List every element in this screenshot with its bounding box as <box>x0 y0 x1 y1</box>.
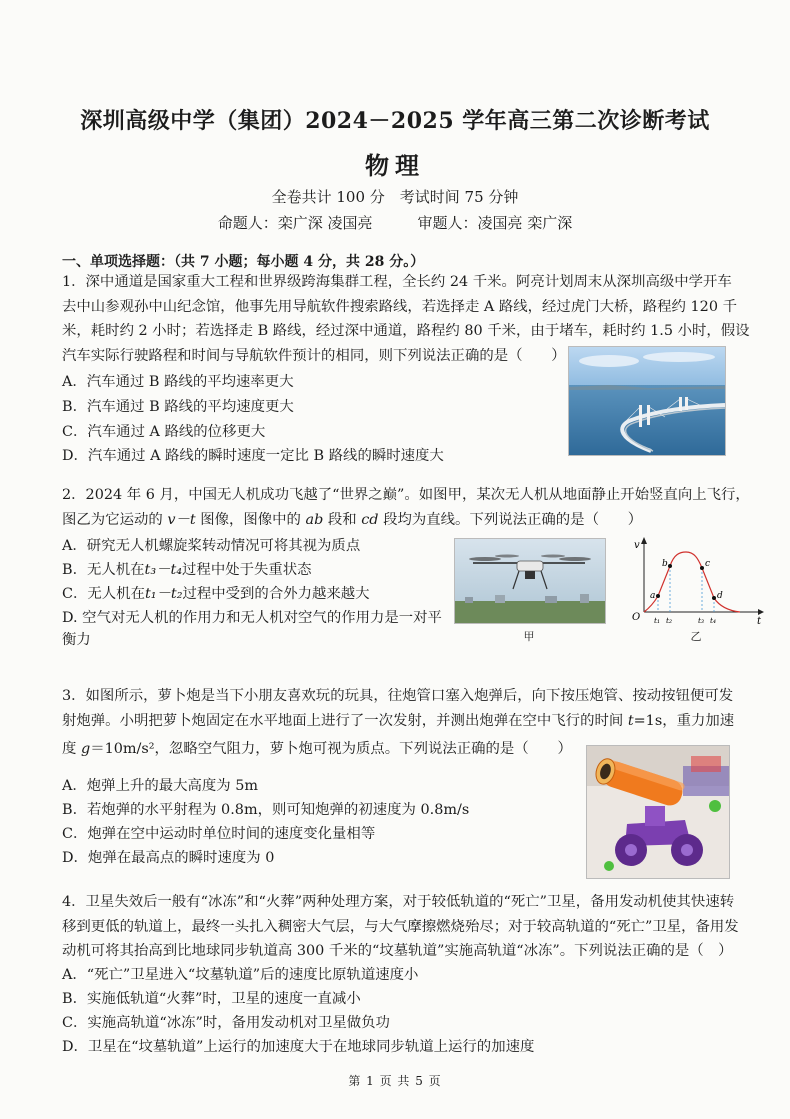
point-d <box>712 596 716 600</box>
section-heading: 一、单项选择题：（共 7 小题；每小题 4 分，共 28 分。） <box>62 254 425 270</box>
origin-label: O <box>632 612 641 623</box>
figure-caption-jia: 甲 <box>523 630 535 643</box>
q2-text: 图像，图像中的 <box>195 511 306 528</box>
question-2-option-d-cont: 衡力 <box>62 632 91 648</box>
q2-c-math: t₁－t₂ <box>144 586 183 602</box>
question-4-line: 动机可将其抬高到比地球同步轨道高 300 千米的“坟墓轨道”实施高轨道“冰冻”。下列说法正确的是（ ） <box>62 943 733 959</box>
q2-text: 段均为直线。下列说法正确的是（ ） <box>378 511 643 528</box>
question-3-option-c: C．炮弹在空中运动时单位时间的速度变化量相等 <box>62 826 376 842</box>
question-1-option-a: A．汽车通过 B 路线的平均速率更大 <box>62 374 294 390</box>
question-4-option-b: B．实施低轨道“火葬”时，卫星的速度一直减小 <box>62 991 361 1007</box>
subject-title: 物理 <box>365 151 425 180</box>
drone-photo <box>454 538 606 624</box>
question-1-line: 去中山参观孙中山纪念馆，他事先用导航软件搜索路线，若选择走 A 路线，经过虎门大桥，路程约 120 千 <box>62 298 737 315</box>
toy-cannon-photo <box>586 745 730 879</box>
question-3-option-d: D．炮弹在最高点的瞬时速度为 0 <box>62 850 275 866</box>
q2-text: 段和 <box>323 511 362 528</box>
question-3-line: 3．如图所示，萝卜炮是当下小朋友喜欢玩的玩具，往炮管口塞入炮弹后，向下按压炮管、按动按钮便可发 <box>62 688 734 704</box>
drone-illustration <box>455 539 605 623</box>
point-a <box>656 594 660 598</box>
q3-text: ＝10m/s²，忽略空气阻力，萝卜炮可视为质点。下列说法正确的是（ ） <box>90 741 572 757</box>
exam-authors: 命题人：栾广深 凌国亮 审题人：凌国亮 栾广深 <box>217 214 573 232</box>
question-2-line: 2．2024 年 6 月，中国无人机成功飞越了“世界之巅”。如图甲，某次无人机从地面静止开始竖直向上飞行， <box>62 487 750 503</box>
t-label: t <box>757 616 762 627</box>
question-3-line <box>62 737 572 762</box>
figure-caption-yi: 乙 <box>690 630 702 643</box>
question-1-option-b: B．汽车通过 B 路线的平均速度更大 <box>62 399 294 415</box>
q2-c-text: C．无人机在 <box>62 586 145 602</box>
exam-title: 深圳高级中学（集团）2024－2025 学年高三第二次诊断考试 <box>80 108 710 134</box>
q3-g-symbol: g <box>80 741 91 757</box>
c-label: c <box>705 559 711 569</box>
vt-graph <box>628 536 764 628</box>
q2-c-text: 过程中受到的合外力越来越大 <box>182 586 370 602</box>
vt-curve <box>644 552 740 612</box>
question-4-option-c: C．实施高轨道“冰冻”时，备用发动机对卫星做负功 <box>62 1015 390 1031</box>
question-1-option-d: D．汽车通过 A 路线的瞬时速度一定比 B 路线的瞬时速度大 <box>62 448 444 464</box>
a-label: a <box>650 591 656 601</box>
question-4-line: 4．卫星失效后一般有“冰冻”和“火葬”两种处理方案，对于较低轨道的“死亡”卫星，备用发动机使其快速转 <box>62 894 735 910</box>
q3-text: =1s，重力加速 <box>633 712 735 729</box>
q2-b-math: t₃－t₄ <box>144 562 183 578</box>
bridge-illustration <box>569 347 725 455</box>
q2-vt-symbol: v－t <box>167 511 196 528</box>
exam-info: 全卷共计 100 分 考试时间 75 分钟 <box>271 188 519 206</box>
question-4-stem <box>62 890 739 964</box>
question-2-option-c <box>62 582 370 603</box>
question-2-stem <box>62 483 750 532</box>
question-2-line <box>62 508 750 533</box>
question-1-line: 汽车实际行驶路程和时间与导航软件预计的相同，则下列说法正确的是（ ） <box>62 347 566 364</box>
question-2-option-d: D. 空气对无人机的作用力和无人机对空气的作用力是一对平 <box>62 610 442 626</box>
point-b <box>668 564 672 568</box>
question-1-line: 1．深中通道是国家重大工程和世界级跨海集群工程，全长约 24 千米。阿亮计划周末从深圳高级中学开车 <box>62 274 732 290</box>
q3-t-symbol: t <box>627 712 634 729</box>
q2-b-text: 过程中处于失重状态 <box>182 562 312 578</box>
q3-text: 度 <box>62 741 81 757</box>
page-number: 第 1 页 共 5 页 <box>348 1074 442 1088</box>
question-2-option-a: A．研究无人机螺旋桨转动情况可将其视为质点 <box>62 538 361 554</box>
question-4-option-a: A．“死亡”卫星进入“坟墓轨道”后的速度比原轨道速度小 <box>62 967 419 983</box>
t4-label: t₄ <box>710 616 717 625</box>
question-1-option-c: C．汽车通过 A 路线的位移更大 <box>62 424 266 440</box>
v-label: v <box>634 540 640 551</box>
q2-cd-symbol: cd <box>361 511 379 528</box>
question-4-option-d: D．卫星在“坟墓轨道”上运行的加速度大于在地球同步轨道上运行的加速度 <box>62 1039 535 1055</box>
t2-label: t₂ <box>666 616 673 625</box>
question-3-line-3 <box>62 737 572 762</box>
t1-label: t₁ <box>654 616 661 625</box>
question-3-line <box>62 709 734 734</box>
question-4-line: 移到更低的轨道上，最终一头扎入稠密大气层，与大气摩擦燃烧殆尽；对于较高轨道的“死亡”卫星，备用发 <box>62 918 739 935</box>
bridge-photo <box>568 346 726 456</box>
b-label: b <box>662 559 668 569</box>
t-axis-arrow-icon <box>758 609 764 615</box>
toy-cannon-illustration <box>587 746 729 878</box>
question-3-option-a: A．炮弹上升的最大高度为 5m <box>62 778 259 794</box>
t3-label: t₃ <box>698 616 705 625</box>
q3-text: 射炮弹。小明把萝卜炮固定在水平地面上进行了一次发射，并测出炮弹在空中飞行的时间 <box>62 712 628 729</box>
d-label: d <box>717 591 723 601</box>
point-c <box>700 566 704 570</box>
question-2-option-b <box>62 558 312 579</box>
q2-text: 图乙为它运动的 <box>62 511 168 528</box>
q2-b-text: B．无人机在 <box>62 562 145 578</box>
question-3-stem <box>62 684 734 733</box>
question-3-option-b: B．若炮弹的水平射程为 0.8m，则可知炮弹的初速度为 0.8m/s <box>62 802 470 818</box>
q2-ab-symbol: ab <box>305 511 324 528</box>
question-1-line: 米，耗时约 2 小时；若选择走 B 路线，经过深中通道，路程约 80 千米，由于堵车，耗时约 1.5 小时，假设 <box>62 323 750 339</box>
v-axis-arrow-icon <box>641 537 647 544</box>
